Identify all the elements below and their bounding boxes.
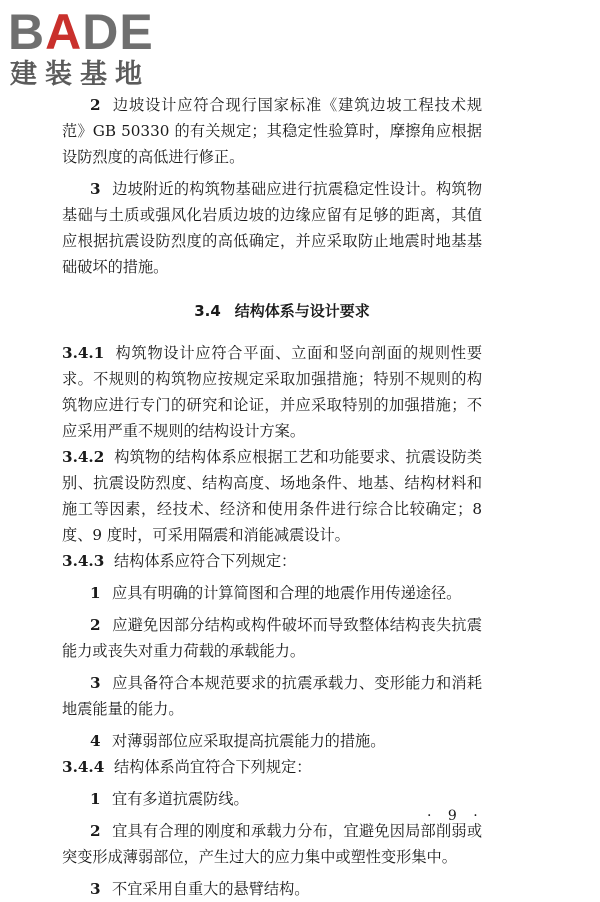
item-text: 边坡设计应符合现行国家标准《建筑边坡工程技术规范》GB 50330 的有关规定；其稳定性验算时，摩擦角应根据设防烈度的高低进行修正。 <box>62 96 482 166</box>
clause-text: 构筑物的结构体系应根据工艺和功能要求、抗震设防类别、抗震设防烈度、结构高度、场地条件、地基、结构材料和施工等因素，经技术、经济和使用条件进行综合比较确定；8 度、9 度时，可采用隔震和消能减震设计。 <box>62 448 483 544</box>
clause <box>62 754 482 780</box>
logo-subtitle: 建装基地 <box>10 59 150 90</box>
list-item <box>62 92 482 170</box>
item-text: 宜具有合理的刚度和承载力分布，宜避免因局部削弱或突变形成薄弱部位，产生过大的应力集中或塑性变形集中。 <box>62 822 482 866</box>
list-item <box>62 580 482 606</box>
list-item <box>62 786 482 812</box>
item-text: 应具有明确的计算简图和合理的地震作用传递途径。 <box>112 584 462 602</box>
item-text: 对薄弱部位应采取提高抗震能力的措施。 <box>112 732 386 750</box>
item-text: 应避免因部分结构或构件破坏而导致整体结构丧失抗震能力或丧失对重力荷载的承载能力。 <box>62 616 482 660</box>
list-item <box>62 612 482 664</box>
item-number: 3 <box>90 674 101 692</box>
item-text: 不宜采用自重大的悬臂结构。 <box>112 880 310 898</box>
item-number: 1 <box>90 790 101 808</box>
clause-number: 3.4.1 <box>62 344 105 362</box>
document-body <box>62 92 482 902</box>
clause <box>62 444 482 548</box>
clause-number: 3.4.3 <box>62 552 105 570</box>
item-text: 宜有多道抗震防线。 <box>112 790 249 808</box>
list-item <box>62 818 482 870</box>
list-item <box>62 876 482 902</box>
clause-number: 3.4.2 <box>62 448 105 466</box>
bade-logo <box>8 6 178 92</box>
clause-text: 结构体系应符合下列规定： <box>113 552 297 570</box>
section-title: 结构体系与设计要求 <box>234 302 370 320</box>
clause-number: 3.4.4 <box>62 758 105 776</box>
item-number: 4 <box>90 732 101 750</box>
item-text: 应具备符合本规范要求的抗震承载力、变形能力和消耗地震能量的能力。 <box>62 674 482 718</box>
page-number: · 9 · <box>427 808 484 824</box>
item-number: 2 <box>90 616 101 634</box>
clause <box>62 340 482 444</box>
item-text: 边坡附近的构筑物基础应进行抗震稳定性设计。构筑物基础与土质或强风化岩质边坡的边缘应留有足够的距离，其值应根据抗震设防烈度的高低确定，并应采取防止地震时地基基础破坏的措施。 <box>62 180 482 276</box>
list-item <box>62 728 482 754</box>
section-number: 3.4 <box>194 302 221 320</box>
clause <box>62 548 482 574</box>
logo-wordmark: BADE <box>8 4 154 60</box>
item-number: 3 <box>90 180 101 198</box>
list-item <box>62 176 482 280</box>
clause-text: 结构体系尚宜符合下列规定： <box>113 758 312 776</box>
item-number: 2 <box>90 96 101 114</box>
section-heading <box>62 298 482 324</box>
item-number: 2 <box>90 822 101 840</box>
list-item <box>62 670 482 722</box>
clause-text: 构筑物设计应符合平面、立面和竖向剖面的规则性要求。不规则的构筑物应按规定采取加强措施；特别不规则的构筑物应进行专门的研究和论证，并应采取特别的加强措施；不应采用严重不规则的结构设计方案。 <box>62 344 482 440</box>
item-number: 3 <box>90 880 101 898</box>
item-number: 1 <box>90 584 101 602</box>
logo-accent-letter: A <box>45 4 83 60</box>
